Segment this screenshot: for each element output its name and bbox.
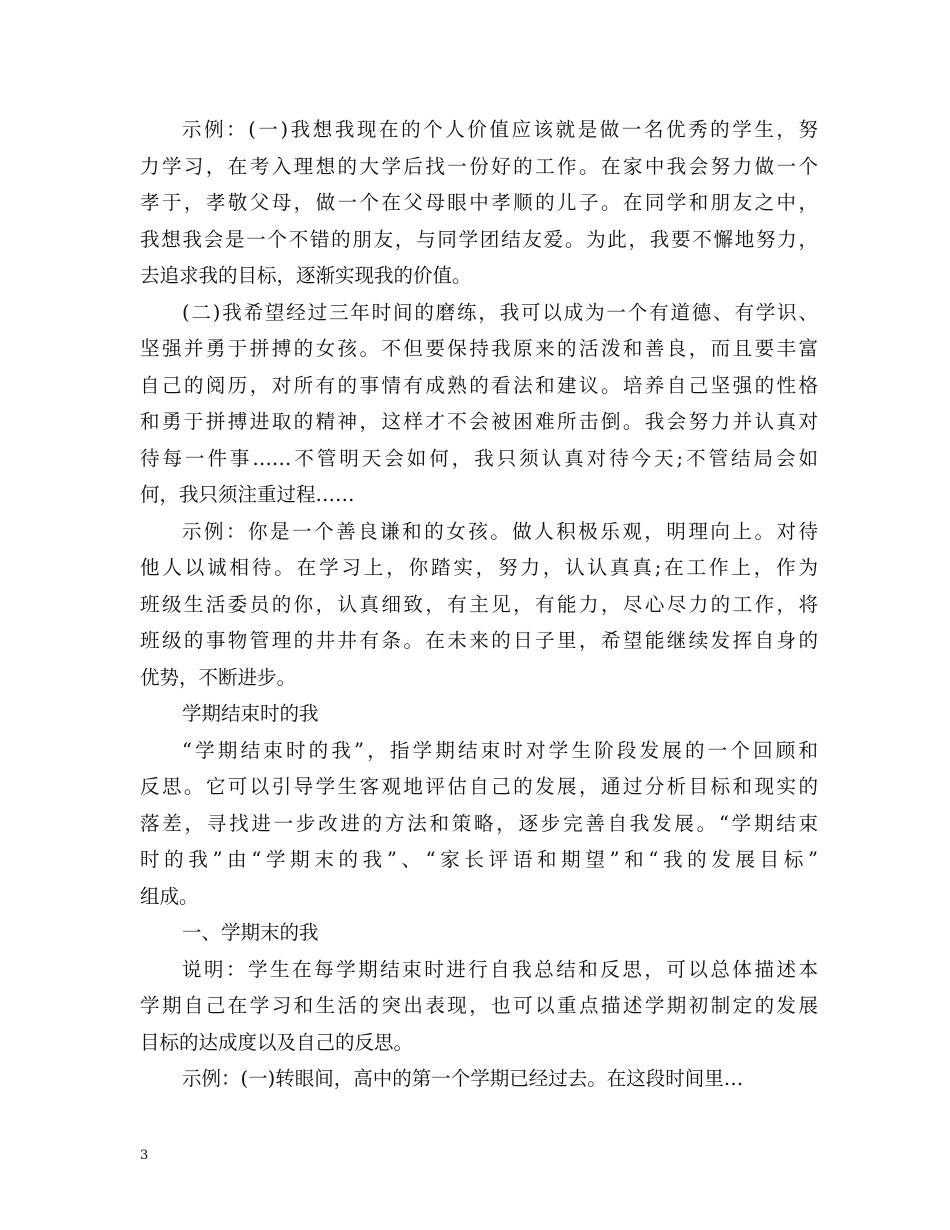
section-heading: 学期结束时的我 <box>182 702 319 725</box>
paragraph-example-personal-value <box>140 112 818 295</box>
text-line: 班级生活委员的你，认真细致，有主见，有能力，尽心尽力的工作，将 <box>140 592 818 616</box>
paragraph-example-comment <box>140 514 818 697</box>
text-line: 去追求我的目标，逐渐实现我的价值。 <box>140 264 472 287</box>
text-line: 班级的事物管理的井井有条。在未来的日子里，希望能继续发挥自身的 <box>140 629 818 652</box>
text-line: 示例：你是一个善良谦和的女孩。做人积极乐观，明理向上。对待 <box>182 519 818 543</box>
text-line: (二)我希望经过三年时间的磨练，我可以成为一个有道德、有学识、 <box>182 300 818 324</box>
page-number: 3 <box>140 1148 149 1163</box>
text-line: 力学习，在考入理想的大学后找一份好的工作。在家中我会努力做一个 <box>140 154 818 178</box>
text-line: 组成。 <box>140 884 199 908</box>
paragraph-example-first-term <box>140 1061 818 1098</box>
document-body <box>140 112 818 1098</box>
text-line: 反思。它可以引导学生客观地评估自己的发展，通过分析目标和现实的 <box>140 775 818 798</box>
text-line: 坚强并勇于拼搏的女孩。不但要保持我原来的活泼和善良，而且要丰富 <box>140 337 818 360</box>
text-line: 待每一件事……不管明天会如何，我只须认真对待今天;不管结局会如 <box>140 446 818 470</box>
text-line: 自己的阅历，对所有的事情有成熟的看法和建议。培养自己坚强的性格 <box>140 373 818 397</box>
paragraph-end-of-term-definition <box>140 733 818 916</box>
text-line: 说明：学生在每学期结束时进行自我总结和反思，可以总体描述本 <box>182 957 818 981</box>
text-line: “学期结束时的我”，指学期结束时对学生阶段发展的一个回顾和 <box>182 738 818 762</box>
section-heading-end-of-term-me <box>140 696 818 733</box>
section-heading: 一、学期末的我 <box>182 921 319 944</box>
text-line: 优势，不断进步。 <box>140 665 297 689</box>
paragraph-explanation <box>140 952 818 1062</box>
text-line: 学期自己在学习和生活的突出表现，也可以重点描述学期初制定的发展 <box>140 994 818 1017</box>
text-line: 示例：(一)转眼间，高中的第一个学期已经过去。在这段时间里… <box>182 1067 744 1090</box>
text-line: 孝于，孝敬父母，做一个在父母眼中孝顺的儿子。在同学和朋友之中， <box>140 191 818 214</box>
section-heading-term-end <box>140 915 818 952</box>
text-line: 目标的达成度以及自己的反思。 <box>140 1030 414 1054</box>
text-line: 落差，寻找进一步改进的方法和策略，逐步完善自我发展。“学期结束 <box>140 811 818 835</box>
text-line: 他人以诚相待。在学习上，你踏实，努力，认认真真;在工作上，作为 <box>140 556 818 579</box>
paragraph-example-three-years <box>140 295 818 514</box>
text-line: 我想我会是一个不错的朋友，与同学团结友爱。为此，我要不懈地努力， <box>140 227 818 251</box>
text-line: 示例：(一)我想我现在的个人价值应该就是做一名优秀的学生，努 <box>182 118 818 141</box>
text-line: 何，我只须注重过程…… <box>140 483 355 506</box>
text-line: 和勇于拼搏进取的精神，这样才不会被困难所击倒。我会努力并认真对 <box>140 410 818 433</box>
text-line: 时的我”由“学期末的我”、“家长评语和期望”和“我的发展目标” <box>140 848 818 871</box>
